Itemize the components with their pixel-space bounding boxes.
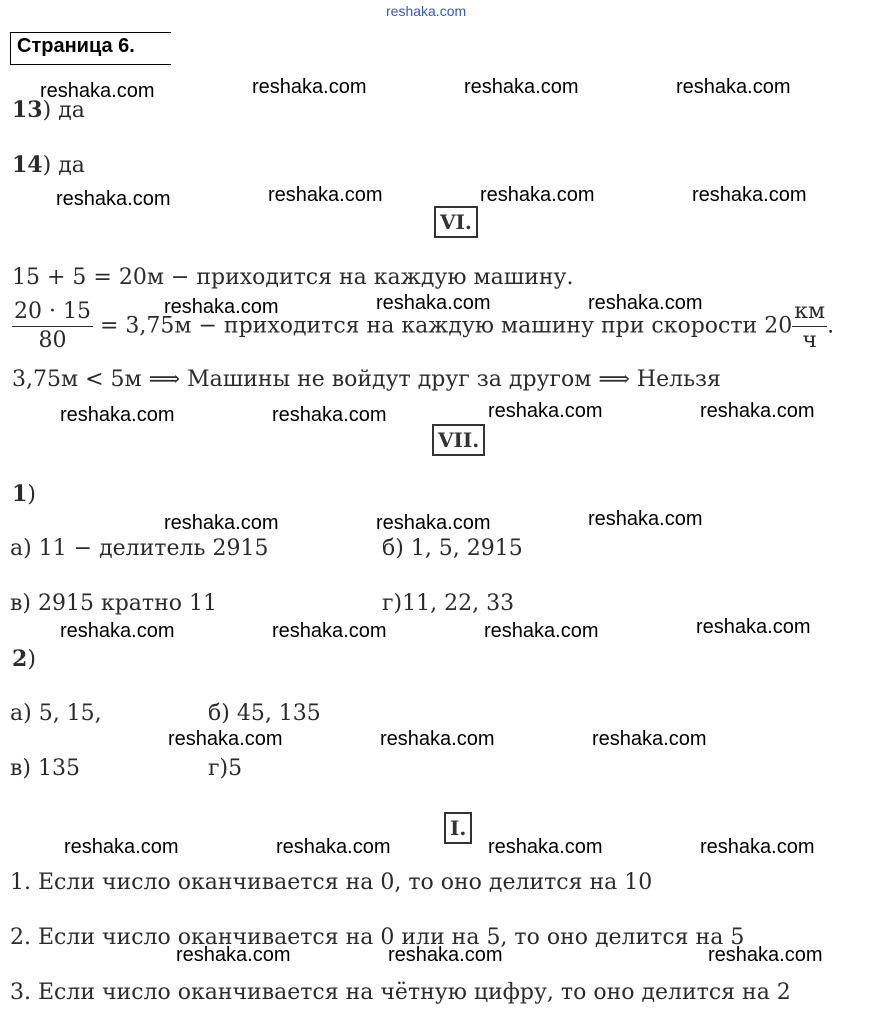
section-vii-heading: VII. xyxy=(432,424,485,456)
watermark: reshaka.com xyxy=(60,620,175,642)
vi-unit-fraction xyxy=(792,298,827,355)
watermark: reshaka.com xyxy=(480,184,595,206)
watermark: reshaka.com xyxy=(176,944,291,966)
watermark: reshaka.com xyxy=(56,188,171,210)
watermark: reshaka.com xyxy=(700,836,815,858)
vii-part-1-number: 1 xyxy=(12,481,28,507)
vii-2g: г)5 xyxy=(208,756,243,781)
rule-1: 1. Если число оканчивается на 0, то оно делится на 10 xyxy=(10,870,653,895)
watermark: reshaka.com xyxy=(380,728,495,750)
section-i-heading: I. xyxy=(444,812,472,844)
watermark: reshaka.com xyxy=(272,620,387,642)
watermark: reshaka.com xyxy=(464,76,579,98)
vii-1g: г)11, 22, 33 xyxy=(382,591,515,616)
rule-2: 2. Если число оканчивается на 0 или на 5, то оно делится на 5 xyxy=(10,925,745,950)
watermark: reshaka.com xyxy=(252,76,367,98)
vii-part-2-number: 2 xyxy=(12,646,28,672)
section-vi-heading: VI. xyxy=(434,206,478,238)
vi-line-3: 3,75м < 5м ⟹ Машины не войдут друг за другом ⟹ Нельзя xyxy=(12,367,721,392)
watermark: reshaka.com xyxy=(40,80,155,102)
rule-3: 3. Если число оканчивается на чётную цифру, то оно делится на 2 xyxy=(10,980,791,1005)
watermark: reshaka.com xyxy=(164,512,279,534)
watermark: reshaka.com xyxy=(376,512,491,534)
vii-1b: б) 1, 5, 2915 xyxy=(382,536,523,561)
vi-line-2-end: . xyxy=(827,313,835,339)
vi-fraction-denominator: 80 xyxy=(38,328,67,353)
watermark: reshaka.com xyxy=(708,944,823,966)
watermark: reshaka.com xyxy=(700,400,815,422)
vi-unit-denominator: ч xyxy=(802,328,817,353)
watermark: reshaka.com xyxy=(164,296,279,318)
watermark: reshaka.com xyxy=(64,836,179,858)
vii-1a: а) 11 − делитель 2915 xyxy=(10,536,269,561)
vii-1v: в) 2915 кратно 11 xyxy=(10,591,217,616)
watermark: reshaka.com xyxy=(676,76,791,98)
watermark: reshaka.com xyxy=(592,728,707,750)
answer-13-text: ) да xyxy=(42,98,85,123)
watermark: reshaka.com xyxy=(268,184,383,206)
vii-2v: в) 135 xyxy=(10,756,80,781)
watermark: reshaka.com xyxy=(484,620,599,642)
watermark: reshaka.com xyxy=(376,292,491,314)
watermark: reshaka.com xyxy=(588,508,703,530)
vii-part-2 xyxy=(12,645,36,674)
answer-14 xyxy=(12,151,85,180)
watermark: reshaka.com xyxy=(588,292,703,314)
watermark: reshaka.com xyxy=(60,404,175,426)
watermark: reshaka.com xyxy=(696,616,811,638)
watermark: reshaka.com xyxy=(692,184,807,206)
answer-14-number: 14 xyxy=(12,152,43,178)
vii-part-1-paren: ) xyxy=(27,482,36,507)
vi-line-2-text: = 3,75м − приходится на каждую машину при скорости 20 xyxy=(99,313,793,339)
vii-2b: б) 45, 135 xyxy=(208,701,321,726)
vii-2a: а) 5, 15, xyxy=(10,701,102,726)
watermark: reshaka.com xyxy=(276,836,391,858)
vi-fraction xyxy=(12,298,93,355)
answer-14-text: ) да xyxy=(42,153,85,178)
vi-unit-numerator: км xyxy=(792,298,827,327)
vi-line-1: 15 + 5 = 20м − приходится на каждую машину. xyxy=(12,265,574,290)
top-watermark: reshaka.com xyxy=(386,3,467,19)
watermark: reshaka.com xyxy=(388,944,503,966)
vii-part-1 xyxy=(12,480,36,509)
watermark: reshaka.com xyxy=(488,400,603,422)
vi-fraction-numerator: 20 · 15 xyxy=(12,298,93,327)
page-label: Страница 6. xyxy=(10,32,171,65)
watermark: reshaka.com xyxy=(488,836,603,858)
watermark: reshaka.com xyxy=(168,728,283,750)
vii-part-2-paren: ) xyxy=(27,647,36,672)
watermark: reshaka.com xyxy=(272,404,387,426)
answer-13-number: 13 xyxy=(12,97,43,123)
